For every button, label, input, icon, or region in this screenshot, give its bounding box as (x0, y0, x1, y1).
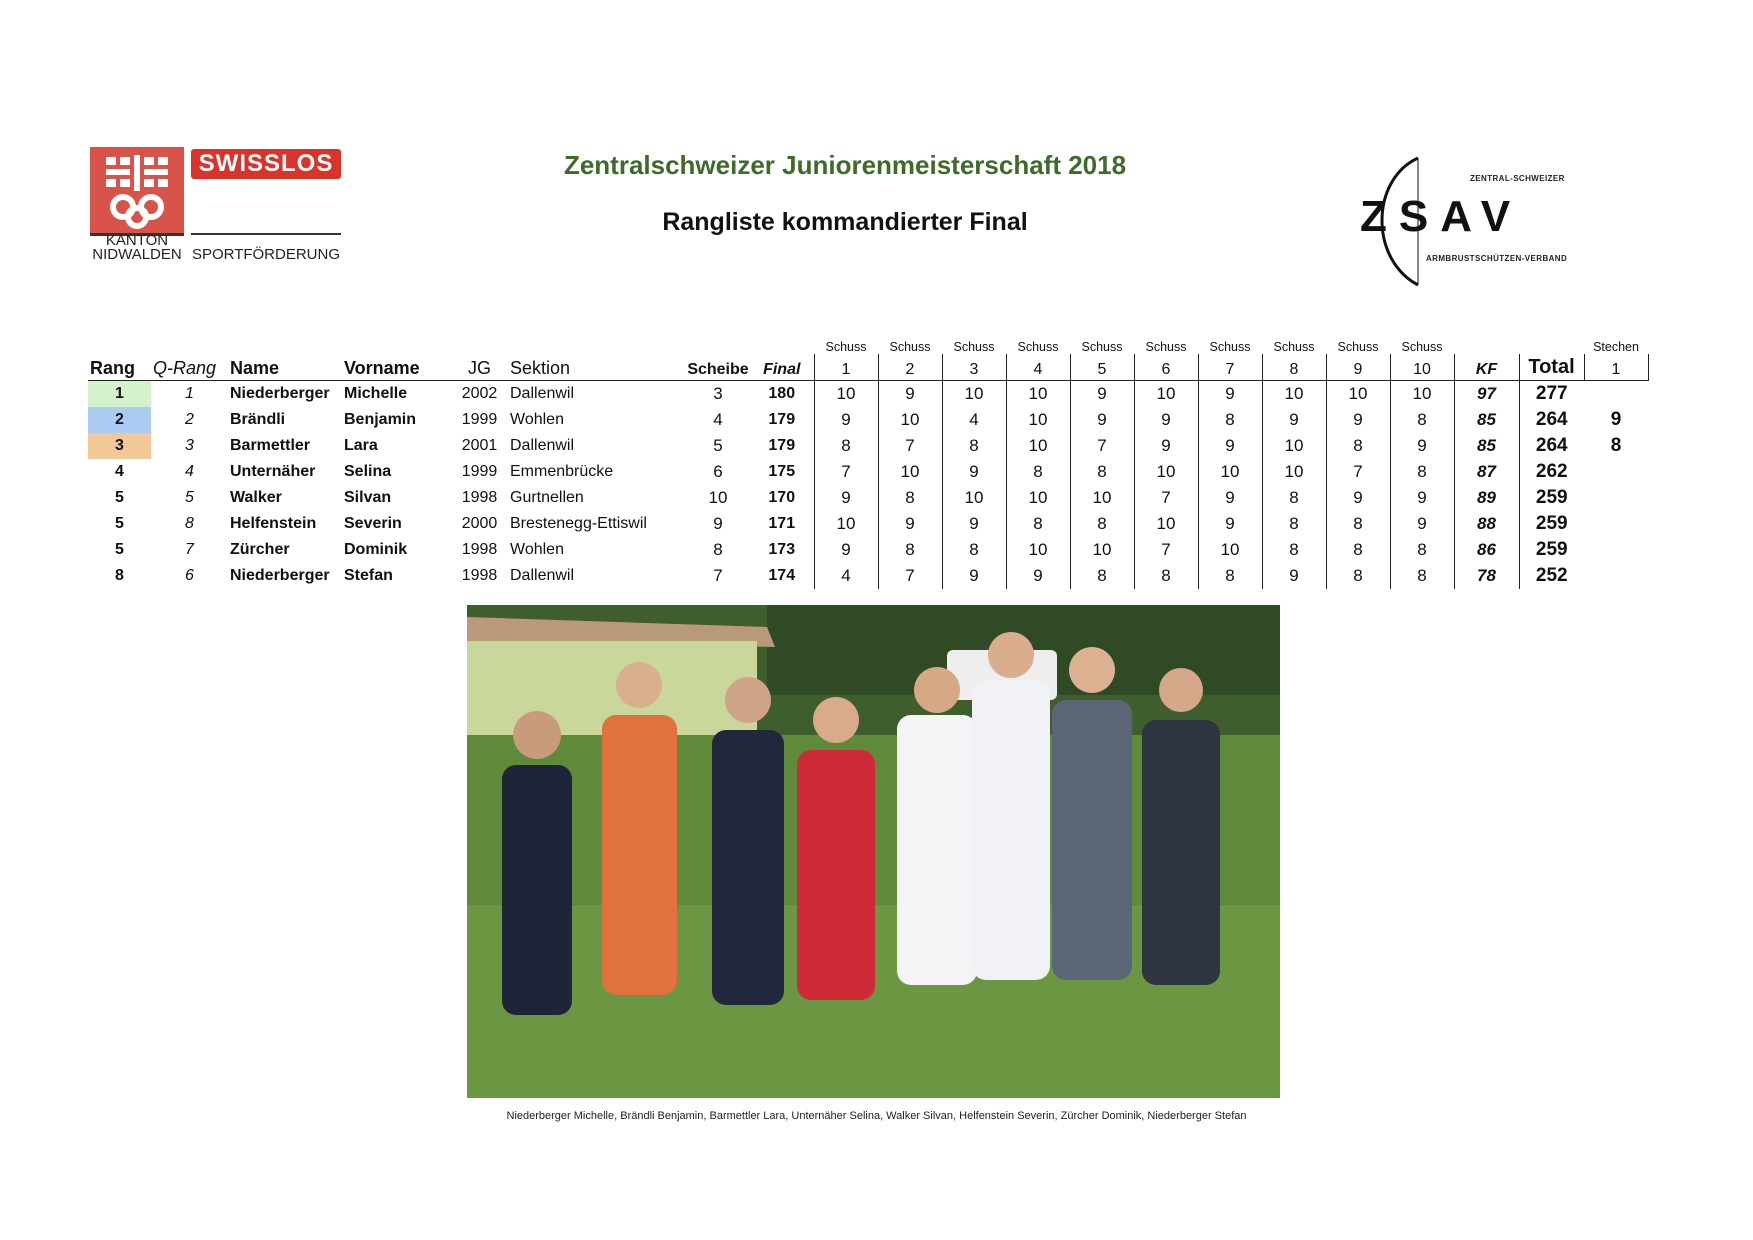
cell-jg: 2002 (461, 385, 498, 402)
cell-stechen: 9 (1610, 409, 1622, 430)
cell-vorname: Lara (344, 437, 378, 454)
col-shot: 4 (1006, 354, 1070, 381)
cell-shot: 9 (1326, 485, 1390, 511)
col-q-rang: Q-Rang (151, 354, 228, 381)
cell-shot: 9 (1390, 485, 1454, 511)
col-shot: 6 (1134, 354, 1198, 381)
cell-jg: 1999 (461, 463, 498, 480)
cell-final: 179 (768, 437, 796, 454)
col-rang: Rang (88, 354, 151, 381)
cell-shot: 7 (1134, 537, 1198, 563)
cell-shot: 9 (1006, 563, 1070, 589)
cell-vorname: Michelle (344, 385, 408, 402)
col-total: Total (1519, 354, 1584, 381)
cell-kf: 88 (1454, 511, 1519, 537)
cell-name: Unternäher (230, 463, 316, 480)
col-shot: 3 (942, 354, 1006, 381)
cell-shot: 10 (878, 407, 942, 433)
col-shot: 5 (1070, 354, 1134, 381)
cell-shot: 8 (1262, 485, 1326, 511)
schuss-label: Schuss (1209, 340, 1251, 354)
cell-kf: 85 (1454, 407, 1519, 433)
cell-shot: 7 (878, 433, 942, 459)
cell-sektion: Dallenwil (510, 437, 575, 454)
cell-shot: 8 (878, 485, 942, 511)
cell-stechen (1584, 537, 1648, 563)
cell-q-rang: 8 (185, 515, 194, 532)
cell-kf: 89 (1454, 485, 1519, 511)
cell-sektion: Emmenbrücke (510, 463, 614, 480)
page-title: Zentralschweizer Juniorenmeisterschaft 2018 (563, 150, 1127, 180)
cell-rang: 2 (88, 407, 151, 433)
cell-name: Niederberger (230, 567, 330, 584)
cell-shot: 8 (1326, 433, 1390, 459)
key-emblem-icon (90, 147, 184, 235)
swisslos-logo: SWISSLOS (191, 149, 341, 179)
cell-shot: 10 (1326, 381, 1390, 408)
cell-stechen (1584, 563, 1648, 589)
cell-sektion: Brestenegg-Ettiswil (510, 515, 647, 532)
canton-name (88, 234, 186, 262)
cell-shot: 10 (942, 381, 1006, 408)
cell-shot: 9 (1070, 407, 1134, 433)
cell-shot: 9 (1070, 381, 1134, 408)
cell-stechen (1584, 485, 1648, 511)
cell-shot: 9 (1198, 485, 1262, 511)
col-shot: 8 (1262, 354, 1326, 381)
schuss-label: Schuss (1145, 340, 1187, 354)
cell-shot: 10 (1006, 407, 1070, 433)
stechen-label: Stechen (1593, 340, 1639, 354)
canton-nidwalden-logo (90, 147, 184, 235)
cell-shot: 10 (1006, 381, 1070, 408)
cell-shot: 7 (814, 459, 878, 485)
cell-stechen (1584, 459, 1648, 485)
canton-line-1: KANTON (105, 232, 169, 249)
col-shot: 2 (878, 354, 942, 381)
schuss-label: Schuss (1081, 340, 1123, 354)
cell-shot: 9 (1198, 433, 1262, 459)
cell-shot: 8 (1006, 511, 1070, 537)
cell-shot: 8 (878, 537, 942, 563)
cell-shot: 10 (1070, 537, 1134, 563)
cell-kf: 85 (1454, 433, 1519, 459)
cell-q-rang: 1 (185, 385, 194, 402)
cell-shot: 9 (1134, 407, 1198, 433)
cell-shot: 8 (1070, 511, 1134, 537)
cell-sektion: Dallenwil (510, 567, 575, 584)
table-row (88, 537, 1648, 563)
col-sektion: Sektion (508, 354, 686, 381)
cell-final: 175 (768, 463, 796, 480)
col-shot: 7 (1198, 354, 1262, 381)
schuss-label: Schuss (1273, 340, 1315, 354)
cell-rang: 5 (115, 515, 124, 532)
cell-final: 170 (768, 489, 796, 506)
cell-shot: 9 (814, 407, 878, 433)
cell-shot: 9 (878, 511, 942, 537)
schuss-label: Schuss (1337, 340, 1379, 354)
cell-kf: 86 (1454, 537, 1519, 563)
cell-shot: 10 (942, 485, 1006, 511)
cell-shot: 8 (1198, 407, 1262, 433)
cell-sektion: Gurtnellen (510, 489, 584, 506)
schuss-label: Schuss (889, 340, 931, 354)
cell-shot: 10 (814, 511, 878, 537)
cell-jg: 2001 (461, 437, 498, 454)
cell-shot: 8 (1390, 537, 1454, 563)
cell-total: 259 (1519, 537, 1584, 563)
cell-sektion: Wohlen (510, 541, 564, 558)
table-row (88, 459, 1648, 485)
cell-shot: 8 (1262, 511, 1326, 537)
cell-name: Barmettler (230, 437, 311, 454)
cell-shot: 8 (1390, 459, 1454, 485)
cell-vorname: Dominik (344, 541, 408, 558)
cell-shot: 9 (942, 459, 1006, 485)
cell-q-rang: 6 (185, 567, 194, 584)
cell-shot: 9 (1326, 407, 1390, 433)
cell-final: 180 (768, 385, 796, 402)
cell-total: 262 (1519, 459, 1584, 485)
cell-scheibe: 4 (713, 410, 723, 429)
cell-total: 264 (1519, 407, 1584, 433)
cell-shot: 9 (1262, 407, 1326, 433)
cell-shot: 10 (1006, 433, 1070, 459)
col-stechen: 1 (1584, 354, 1648, 381)
cell-q-rang: 7 (185, 541, 194, 558)
cell-vorname: Selina (344, 463, 392, 480)
col-kf: KF (1454, 354, 1519, 381)
cell-shot: 10 (1262, 433, 1326, 459)
col-shot: 1 (814, 354, 878, 381)
cell-shot: 7 (1134, 485, 1198, 511)
cell-name: Brändli (230, 411, 286, 428)
cell-sektion: Wohlen (510, 411, 564, 428)
cell-jg: 2000 (461, 515, 498, 532)
cell-shot: 9 (1198, 511, 1262, 537)
cell-shot: 9 (1390, 433, 1454, 459)
cell-shot: 8 (1006, 459, 1070, 485)
cell-kf: 97 (1454, 381, 1519, 408)
cell-scheibe: 3 (713, 384, 723, 403)
cell-shot: 9 (1262, 563, 1326, 589)
cell-total: 259 (1519, 485, 1584, 511)
cell-shot: 8 (1390, 563, 1454, 589)
cell-shot: 10 (814, 381, 878, 408)
cell-shot: 10 (1134, 459, 1198, 485)
cell-rang: 5 (115, 541, 124, 558)
cell-shot: 8 (942, 433, 1006, 459)
cell-shot: 8 (814, 433, 878, 459)
col-jg: JG (451, 354, 508, 381)
cell-shot: 9 (942, 511, 1006, 537)
cell-name: Helfenstein (230, 515, 317, 532)
cell-kf: 87 (1454, 459, 1519, 485)
cell-vorname: Severin (344, 515, 402, 532)
cell-rang: 4 (115, 463, 124, 480)
zsav-top-text: ZENTRAL-SCHWEIZER (1470, 174, 1565, 183)
table-row (88, 511, 1648, 537)
cell-shot: 7 (878, 563, 942, 589)
cell-shot: 8 (1198, 563, 1262, 589)
cell-shot: 9 (1198, 381, 1262, 408)
cell-shot: 8 (1262, 537, 1326, 563)
cell-shot: 8 (1070, 563, 1134, 589)
cell-kf: 78 (1454, 563, 1519, 589)
cell-scheibe: 7 (713, 566, 723, 585)
cell-shot: 10 (1262, 381, 1326, 408)
cell-stechen (1584, 381, 1648, 408)
cell-shot: 10 (1198, 459, 1262, 485)
cell-shot: 7 (1326, 459, 1390, 485)
col-name: Name (228, 354, 342, 381)
cell-shot: 4 (942, 407, 1006, 433)
group-photo (467, 605, 1280, 1098)
cell-q-rang: 3 (185, 437, 194, 454)
cell-vorname: Stefan (344, 567, 393, 584)
cell-shot: 10 (1006, 537, 1070, 563)
cell-jg: 1998 (461, 541, 498, 558)
schuss-label: Schuss (1017, 340, 1059, 354)
cell-q-rang: 5 (185, 489, 194, 506)
cell-final: 173 (768, 541, 796, 558)
table-row (88, 563, 1648, 589)
col-scheibe: Scheibe (686, 354, 750, 381)
cell-shot: 10 (1262, 459, 1326, 485)
col-shot: 9 (1326, 354, 1390, 381)
swisslos-subtitle: SPORTFÖRDERUNG (191, 246, 341, 263)
zsav-bottom-text: ARMBRUSTSCHÜTZEN-VERBAND (1426, 254, 1568, 263)
cell-sektion: Dallenwil (510, 385, 575, 402)
table-row (88, 433, 1648, 459)
cell-scheibe: 9 (713, 514, 723, 533)
cell-final: 171 (768, 515, 796, 532)
cell-scheibe: 8 (713, 540, 723, 559)
cell-shot: 10 (1134, 381, 1198, 408)
cell-shot: 7 (1070, 433, 1134, 459)
cell-total: 264 (1519, 433, 1584, 459)
cell-shot: 8 (1390, 407, 1454, 433)
table-row (88, 407, 1648, 433)
cell-shot: 8 (1070, 459, 1134, 485)
cell-final: 179 (768, 411, 796, 428)
cell-shot: 8 (1326, 537, 1390, 563)
photo-caption: Niederberger Michelle, Brändli Benjamin, Barmettler Lara, Unternäher Selina, Walker Silvan, Helfenstein Severin, Zürcher Dominik, Niederberger Stefan (506, 1110, 1247, 1122)
cell-stechen: 8 (1610, 435, 1622, 456)
cell-shot: 10 (1070, 485, 1134, 511)
cell-vorname: Benjamin (344, 411, 417, 428)
cell-shot: 9 (878, 381, 942, 408)
cell-shot: 8 (1134, 563, 1198, 589)
cell-q-rang: 2 (185, 411, 194, 428)
cell-scheibe: 5 (713, 436, 723, 455)
cell-shot: 9 (814, 485, 878, 511)
cell-rang: 8 (115, 567, 124, 584)
cell-shot: 9 (1390, 511, 1454, 537)
cell-shot: 8 (1326, 511, 1390, 537)
cell-total: 277 (1519, 381, 1584, 408)
cell-shot: 10 (1198, 537, 1262, 563)
cell-name: Niederberger (230, 385, 330, 402)
cell-scheibe: 6 (713, 462, 723, 481)
cell-shot: 8 (942, 537, 1006, 563)
header-row (88, 354, 1648, 381)
cell-total: 252 (1519, 563, 1584, 589)
cell-shot: 10 (1390, 381, 1454, 408)
cell-shot: 10 (878, 459, 942, 485)
col-vorname: Vorname (342, 354, 451, 381)
cell-shot: 9 (1134, 433, 1198, 459)
cell-final: 174 (768, 567, 796, 584)
zsav-mark: ZSAV (1360, 192, 1523, 241)
cell-shot: 9 (814, 537, 878, 563)
cell-shot: 9 (942, 563, 1006, 589)
schuss-label: Schuss (825, 340, 867, 354)
cell-rang: 5 (115, 489, 124, 506)
header-schuss-row (88, 332, 1648, 354)
schuss-label: Schuss (953, 340, 995, 354)
cell-scheibe: 10 (708, 488, 728, 507)
table-row (88, 381, 1648, 408)
cell-name: Walker (230, 489, 282, 506)
cell-total: 259 (1519, 511, 1584, 537)
swisslos-divider (191, 233, 341, 235)
cell-rang: 3 (88, 433, 151, 459)
cell-rang: 1 (88, 381, 151, 408)
col-shot: 10 (1390, 354, 1454, 381)
results-table (88, 332, 1649, 589)
cell-jg: 1998 (461, 489, 498, 506)
col-final: Final (750, 354, 814, 381)
schuss-label: Schuss (1401, 340, 1443, 354)
cell-shot: 4 (814, 563, 878, 589)
cell-q-rang: 4 (185, 463, 194, 480)
cell-name: Zürcher (230, 541, 290, 558)
page-subtitle: Rangliste kommandierter Final (662, 208, 1028, 236)
cell-stechen (1584, 511, 1648, 537)
cell-jg: 1999 (461, 411, 498, 428)
cell-jg: 1998 (461, 567, 498, 584)
cell-shot: 8 (1326, 563, 1390, 589)
cell-shot: 10 (1006, 485, 1070, 511)
canton-line-2: NIDWALDEN (92, 246, 182, 263)
table-row (88, 485, 1648, 511)
cell-vorname: Silvan (344, 489, 392, 506)
cell-shot: 10 (1134, 511, 1198, 537)
